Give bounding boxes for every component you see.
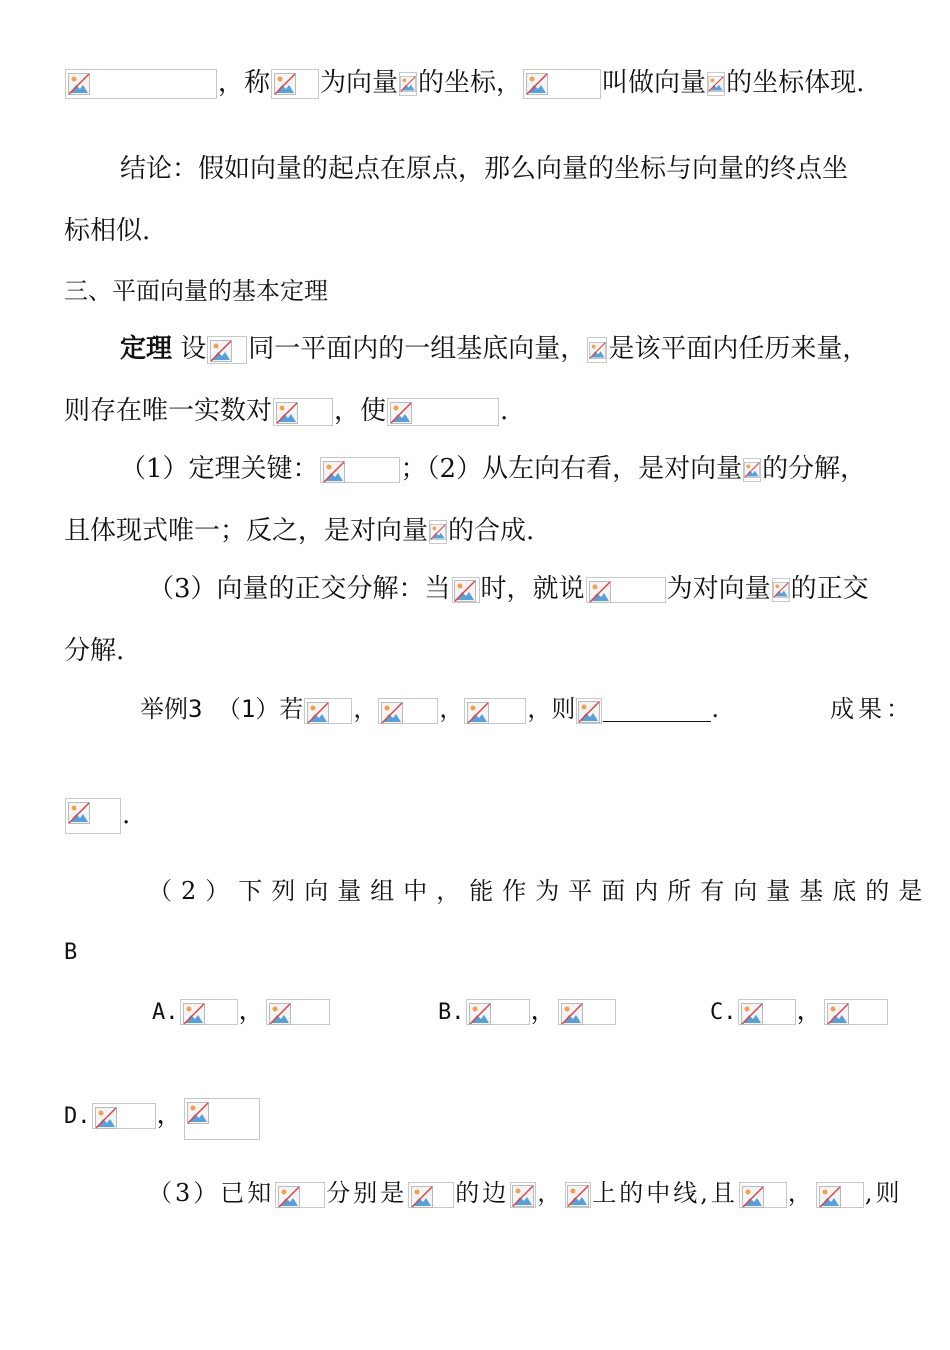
broken-image-icon — [271, 69, 319, 99]
broken-image-icon — [304, 698, 352, 724]
broken-image-icon — [510, 1182, 536, 1208]
broken-image-icon — [65, 798, 121, 834]
option-c: C. ， — [710, 994, 889, 1030]
key-line-3: （3）向量的正交分解：当 时，就说 为对向量 的正交 — [148, 574, 869, 604]
section-heading: 三、平面向量的基本定理 — [64, 277, 328, 305]
broken-image-icon — [558, 999, 616, 1025]
broken-image-icon — [464, 698, 526, 724]
option-d: D. ， — [64, 1098, 261, 1140]
broken-image-icon — [387, 398, 499, 426]
broken-image-icon — [266, 999, 330, 1025]
broken-image-icon — [587, 337, 607, 363]
broken-image-icon — [586, 577, 666, 603]
broken-image-icon — [180, 999, 238, 1025]
broken-image-icon — [275, 1182, 325, 1208]
broken-image-icon — [824, 999, 888, 1025]
broken-image-icon — [466, 999, 530, 1025]
broken-image-icon — [320, 457, 400, 483]
broken-image-icon — [92, 1103, 156, 1129]
broken-image-icon — [429, 520, 447, 544]
broken-image-icon — [576, 698, 602, 724]
broken-image-icon — [273, 398, 333, 426]
broken-image-icon — [738, 999, 796, 1025]
text-line-1: ，称 为向量 的坐标， 叫做向量 的坐标体现. — [64, 66, 864, 100]
broken-image-icon — [452, 577, 480, 603]
theorem-label: 定理 — [120, 334, 173, 364]
question-2: （2）下列向量组中，能作为平面内所有向量基底的是 — [148, 877, 932, 905]
answer-blank — [603, 699, 711, 722]
broken-image-icon — [816, 1182, 864, 1208]
broken-image-icon — [399, 72, 417, 96]
broken-image-icon — [207, 336, 247, 364]
theorem-line: 定理 设 同一平面内的一组基底向量， 是该平面内任历来量， — [120, 334, 869, 364]
broken-image-icon — [523, 69, 601, 99]
key-line-2: 且体现式唯一；反之，是对向量 的合成. — [64, 516, 535, 546]
question-3: （3）已知 分别是 的边 ， 上的中线,且 ， ,则 — [148, 1179, 903, 1207]
option-a: A. ， — [152, 994, 331, 1030]
question-2-answer: B — [64, 940, 78, 965]
broken-image-icon — [565, 1182, 591, 1208]
key-line-4: 分解. — [64, 636, 125, 666]
result-label: 成果： — [830, 695, 914, 723]
key-line-1: （1）定理关键： ；（2）从左向右看，是对向量 的分解， — [120, 454, 867, 484]
text-line-3: 标相似. — [64, 216, 151, 246]
broken-image-icon — [739, 1182, 787, 1208]
broken-image-icon — [65, 69, 217, 99]
broken-image-icon — [408, 1182, 454, 1208]
theorem-line-2: 则存在唯一实数对 ，使 . — [64, 396, 509, 426]
broken-image-icon — [707, 72, 725, 96]
example-3-line: 举例3 （1）若 ， ， ，则 . — [140, 695, 719, 723]
broken-image-icon — [743, 458, 761, 482]
broken-image-icon — [772, 578, 790, 602]
text-line-2: 结论：假如向量的起点在原点，那么向量的坐标与向量的终点坐 — [120, 154, 849, 184]
result-line: . — [64, 798, 130, 834]
broken-image-icon — [184, 1098, 260, 1140]
broken-image-icon — [378, 698, 438, 724]
option-b: B. ， — [438, 994, 617, 1030]
